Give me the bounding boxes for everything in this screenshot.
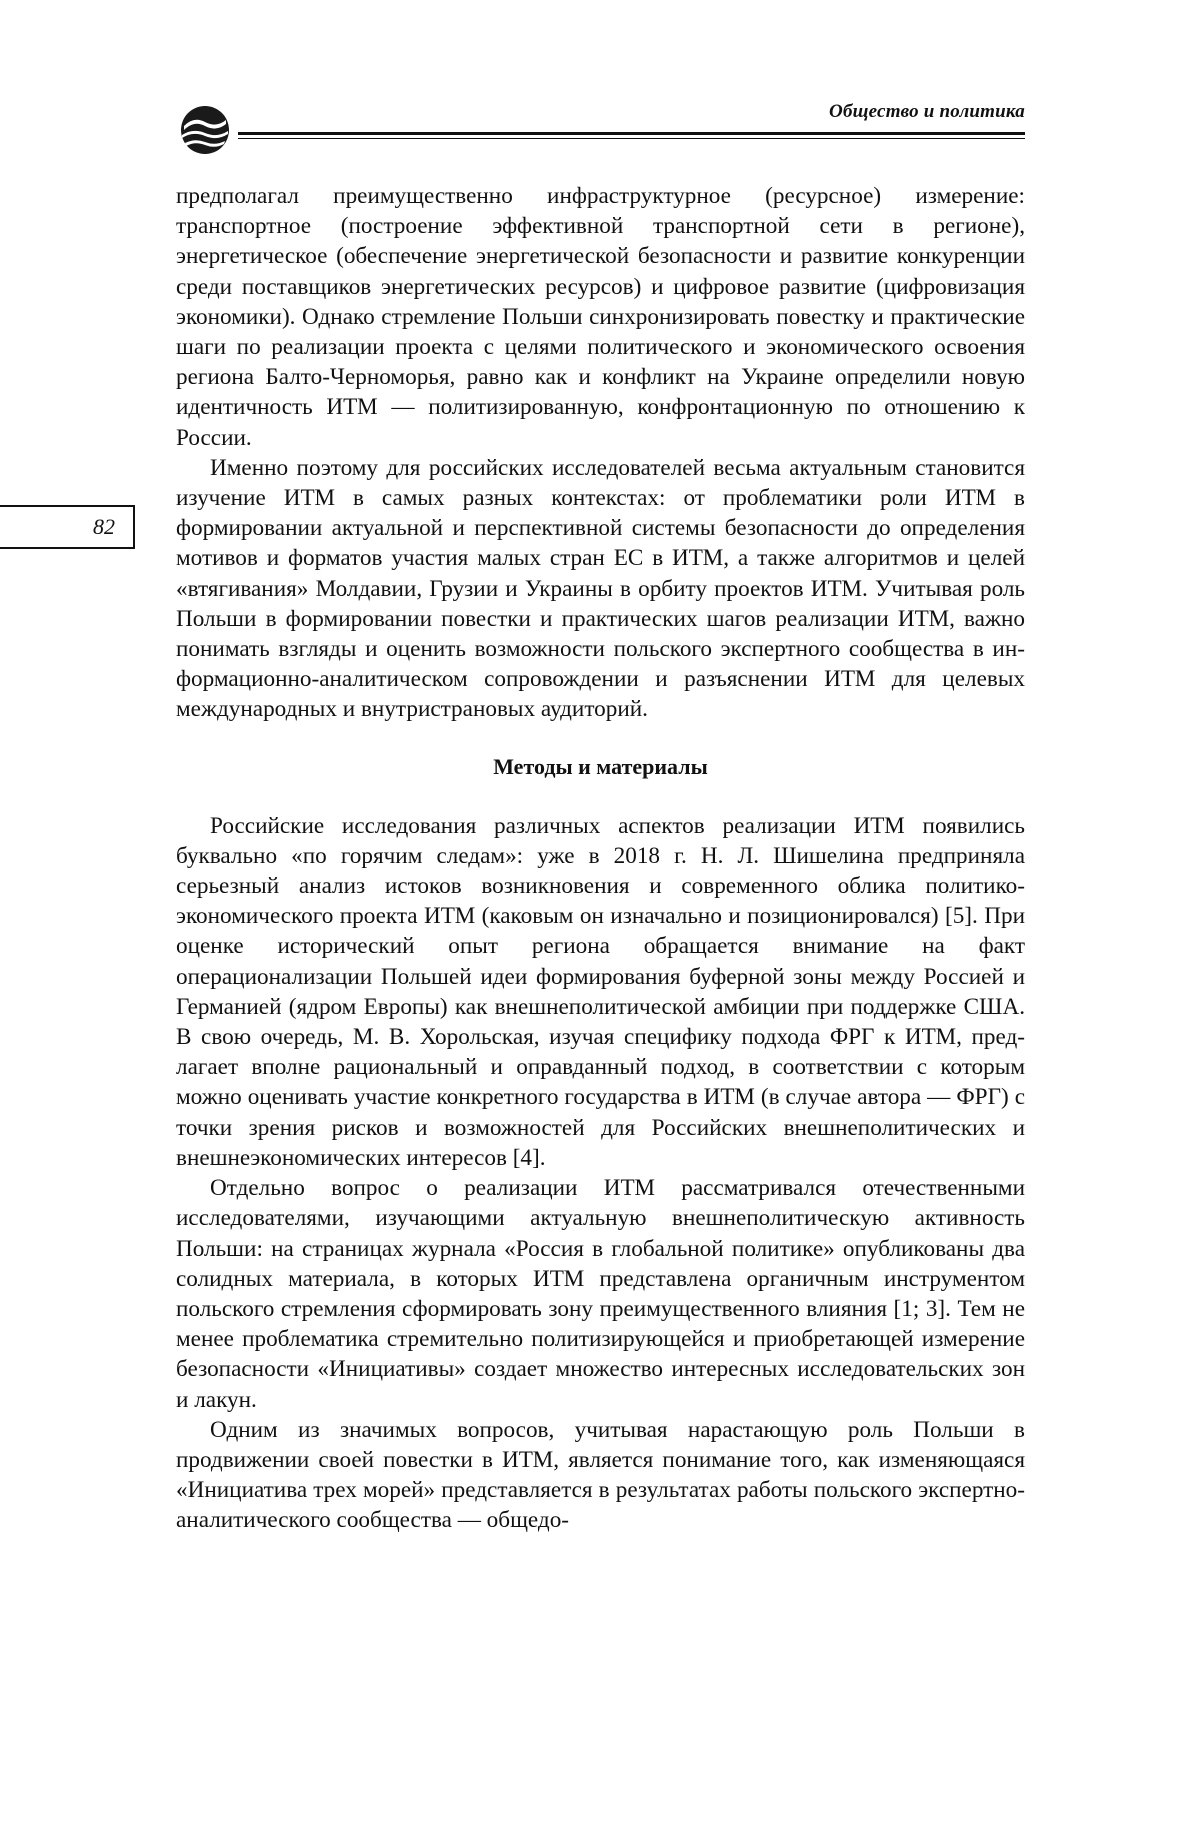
publisher-logo-icon (176, 104, 234, 156)
paragraph: Отдельно вопрос о реализации ИТМ рассматривался отечественными исследователями, изучающими актуальную внешнеполитическую активность Польши: на страницах журнала «Россия в глобальной политике» опубликованы два солидных материала, в которых ИТМ представлена органичным инструментом польского стремления сформировать зону преимущественного влияния [1; 3]. Тем не менее проблематика стремительно политизирующейся и приобретающей измерение безопасности «Инициативы» создает множество интересных исследовательских зон и лакун. (176, 1175, 1025, 1413)
header-rule-thin (238, 138, 1025, 139)
header-rule-thick (238, 132, 1025, 135)
paragraph: Одним из значимых вопросов, учитывая нарастающую роль Польши в продвижении своей повестки в ИТМ, является понимание того, как изменяющаяся «Инициатива трех морей» представляется в результатах работы польского экспертно-аналитического сообщества — общедо- (176, 1416, 1025, 1534)
body-text (176, 181, 1025, 1536)
running-head: Общество и политика (829, 101, 1025, 122)
page-number-box (0, 505, 135, 549)
paragraph: предполагал преимущественно инфраструктурное (ресурсное) измерение: транспортное (построение эффективной транспортной сети в регионе), энергетическое (обеспечение энергетической безопасности и развитие конкуренции среди поставщиков энергетических ресурсов) и цифровое развитие (цифровизация экономики). Однако стремление Польши синхронизировать повестку и практические шаги по реализации проекта с целями политического и экономического освоения региона Балто-Черноморья, равно как и конфликт на Украине определили новую идентичность ИТМ — политизированную, конфронтационную по отношению к России. (176, 183, 1025, 451)
paragraph: Российские исследования различных аспектов реализации ИТМ появились буквально «по горячим следам»: уже в 2018 г. Н. Л. Шишелина предприняла серьезный анализ истоков возникновения и современного облика политико-экономического проекта ИТМ (каковым он изначально и позиционировался) [5]. При оценке исторический опыт региона обращается внимание на факт операционализации Польшей идеи формирования буферной зоны между Россией и Германией (ядром Европы) как внешнеполитической амбиции при поддержке США. В свою очередь, М. В. Хорольская, изучая специфику подхода ФРГ к ИТМ, предлагает вполне рациональный и оправданный подход, в соответствии с которым можно оценивать участие конкретного государства в ИТМ (в случае автора — ФРГ) с точки зрения рисков и возможностей для Российских внешнеполитических и внешнеэкономических интересов [4]. (176, 812, 1025, 1171)
section-heading: Методы и материалы (493, 753, 708, 779)
page-number: 82 (93, 514, 115, 539)
paragraph: Именно поэтому для российских исследователей весьма актуальным становится изучение ИТМ в самых разных контекстах: от проблематики роли ИТМ в формировании актуальной и перспективной системы безопасности до определения мотивов и форматов участия малых стран ЕС в ИТМ, а также алгоритмов и целей «втягивания» Молдавии, Грузии и Украины в орбиту проектов ИТМ. Учитывая роль Польши в формировании повестки и практических шагов реализации ИТМ, важно понимать взгляды и оценить возможности польского экспертного сообщества в информационно-аналитическом сопровождении и разъяснении ИТМ для целевых международных и внутристрановых аудиторий. (176, 454, 1025, 723)
